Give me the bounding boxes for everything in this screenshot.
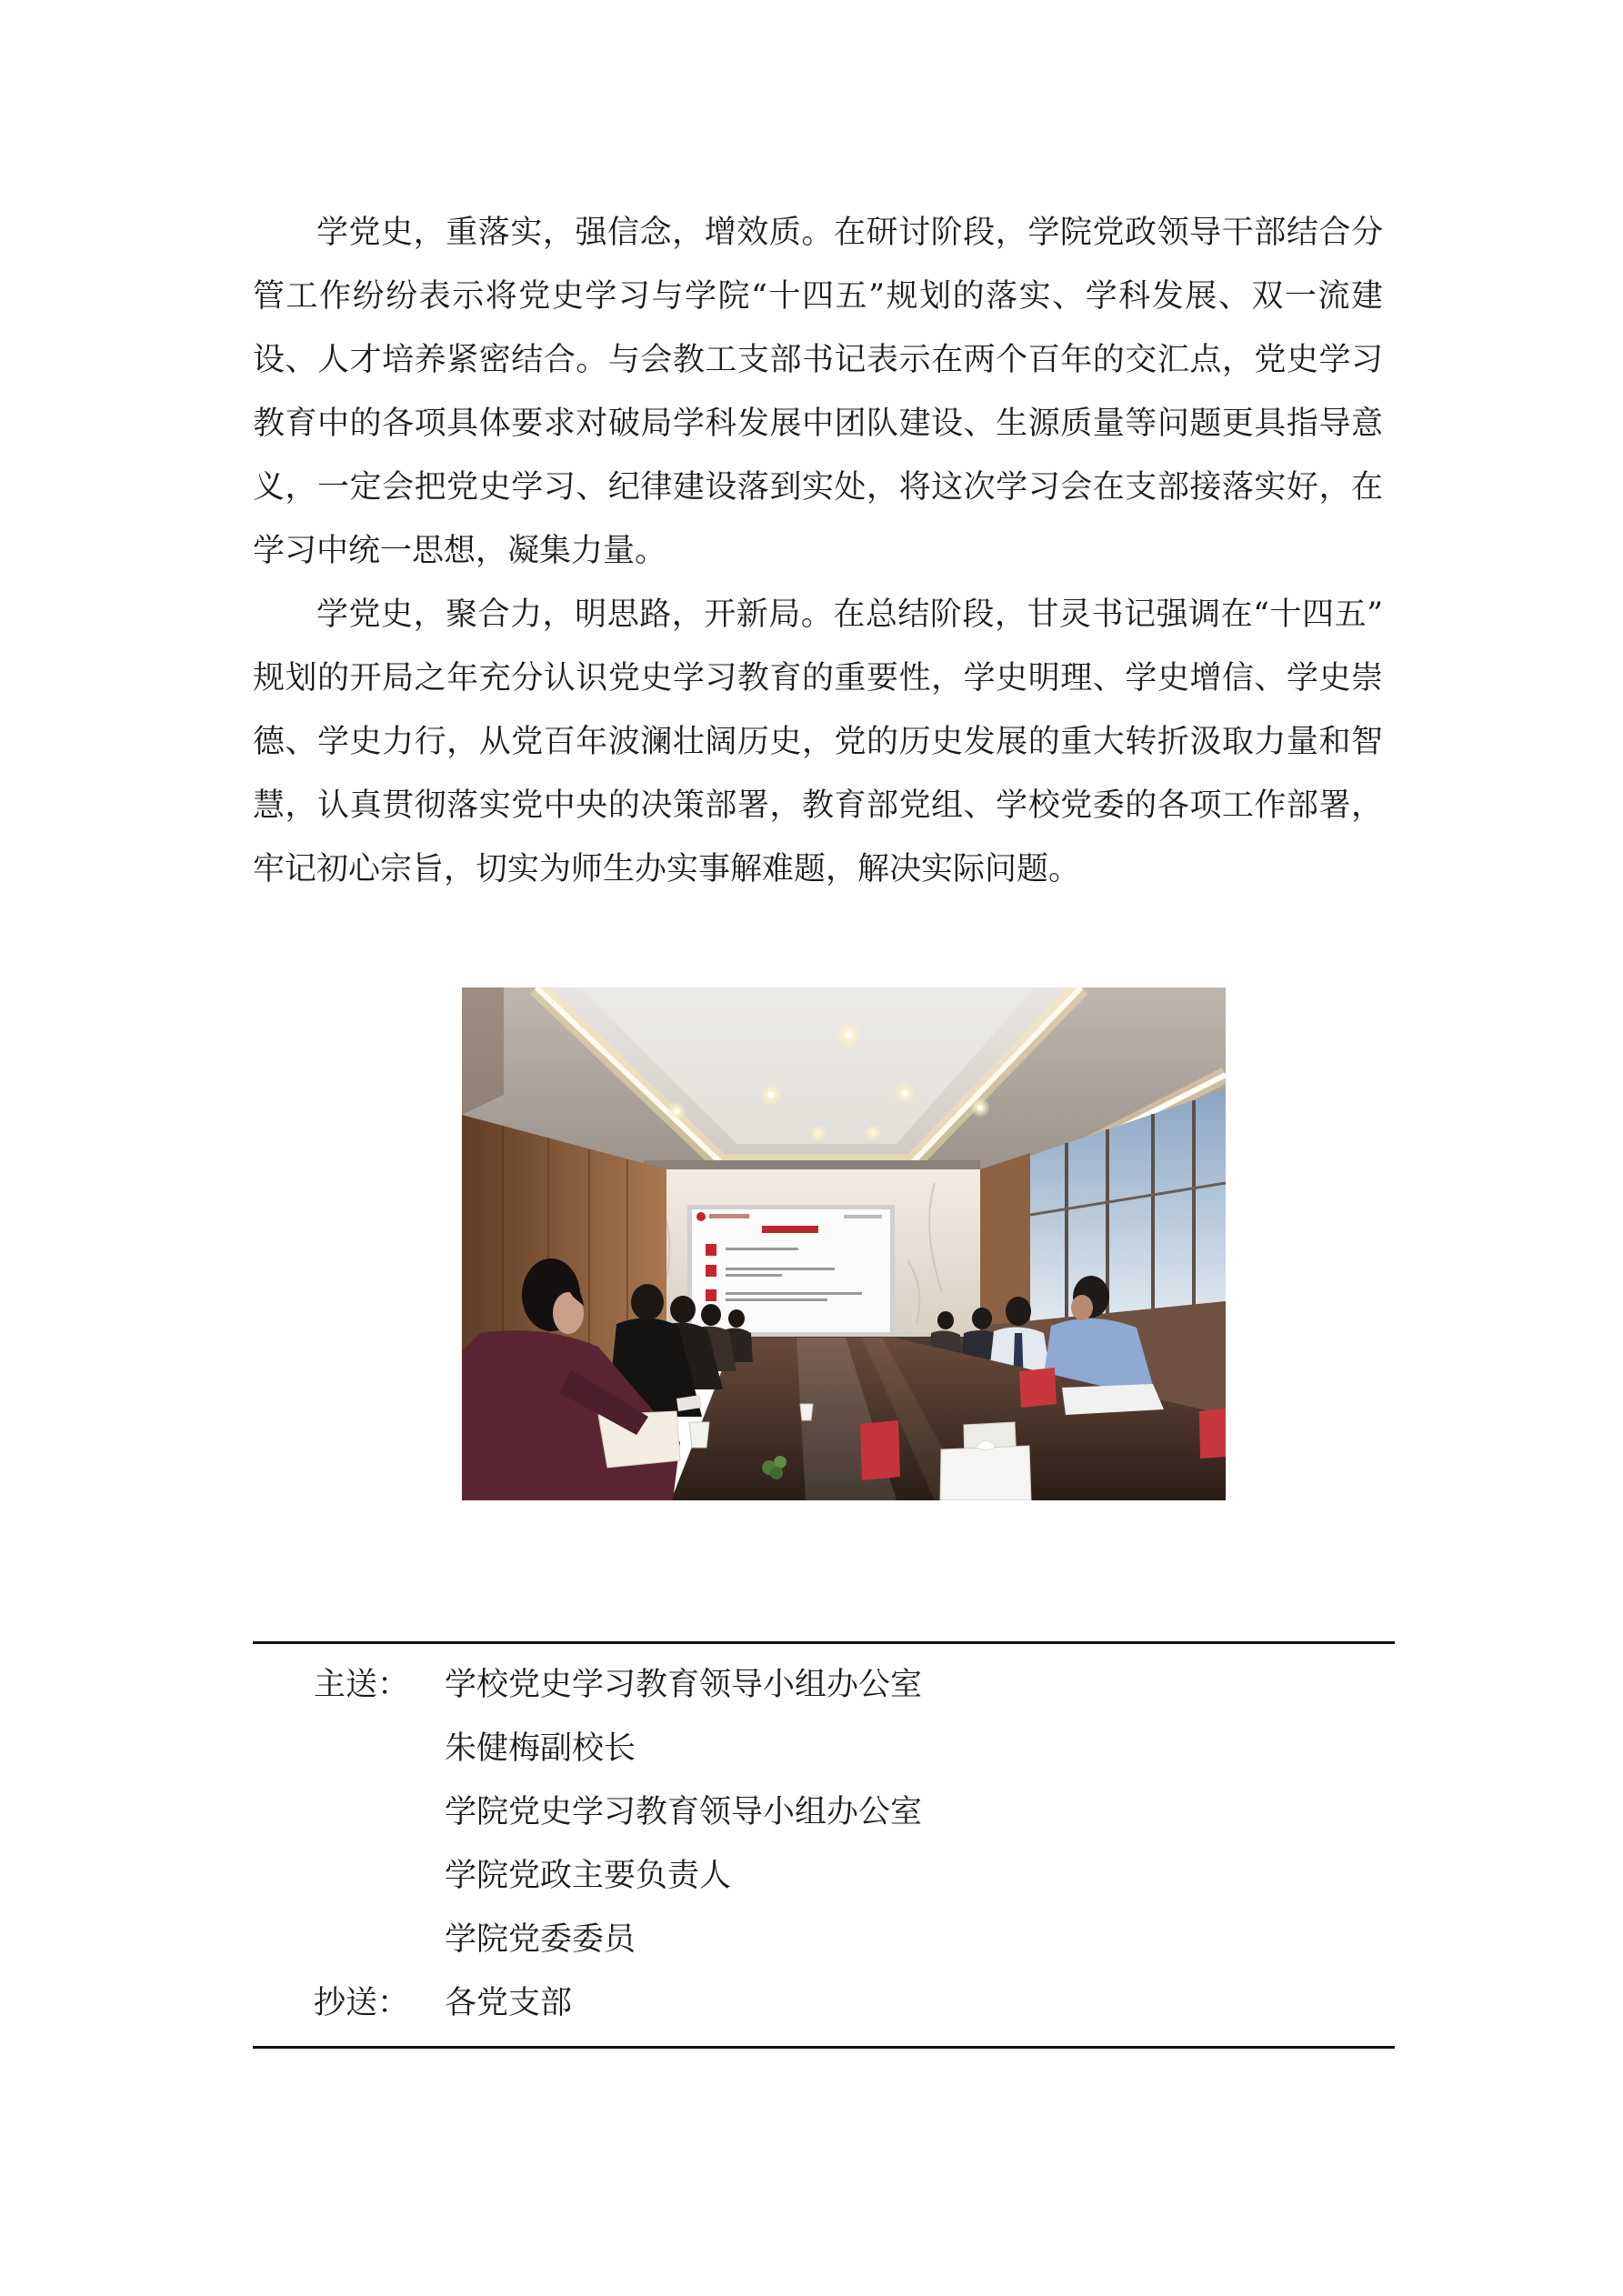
- cc-label: 抄送：: [314, 1985, 410, 2021]
- recipient: 朱健梅副校长: [445, 1730, 636, 1767]
- paragraph-line: 牢记初心宗旨，切实为师生办实事解难题，解决实际问题。: [253, 851, 1081, 887]
- paragraph-line: 学习中统一思想，凝集力量。: [253, 533, 667, 569]
- paragraph-line: 教育中的各项具体要求对破局学科发展中团队建设、生源质量等问题更具指导意: [253, 406, 1383, 442]
- paper-cup: [800, 1404, 813, 1420]
- paragraph-line: 学党史，聚合力，明思路，开新局。在总结阶段，甘灵书记强调在“十四五”: [316, 597, 1383, 633]
- distribution-row: [314, 1908, 1359, 1971]
- main-recipients-label: 主送：: [314, 1667, 410, 1703]
- recipient: 学院党委委员: [445, 1921, 636, 1958]
- downlight: [810, 1125, 827, 1141]
- paragraph-line: 义，一定会把党史学习、纪律建设落到实处，将这次学习会在支部接落实好，在: [253, 469, 1383, 506]
- paper-cup: [689, 1422, 709, 1448]
- recipient: 学校党史学习教育领导小组办公室: [445, 1667, 923, 1703]
- name-card: [1019, 1368, 1057, 1408]
- body-paragraph: [253, 583, 1383, 901]
- cc-recipient: 各党支部: [445, 1985, 573, 2021]
- body-text: [253, 201, 1383, 901]
- paragraph-line: 慧，认真贯彻落实党中央的决策部署，教育部党组、学校党委的各项工作部署，: [253, 787, 1383, 824]
- divider-rule: [253, 1641, 1395, 1644]
- name-card: [1199, 1409, 1226, 1459]
- paragraph-line: 德、学史力行，从党百年波澜壮阔历史，党的历史发展的重大转折汲取力量和智: [253, 724, 1383, 760]
- recipient: 学院党史学习教育领导小组办公室: [445, 1794, 923, 1830]
- paragraph-line: 规划的开局之年充分认识党史学习教育的重要性，学史明理、学史增信、学史崇: [253, 660, 1383, 697]
- downlight: [865, 1125, 881, 1141]
- body-paragraph: [253, 201, 1383, 583]
- meeting-photo: [462, 988, 1226, 1500]
- distribution-row: [314, 1780, 1359, 1844]
- name-card: [860, 1420, 900, 1480]
- distribution-list: [314, 1653, 1359, 2035]
- paragraph-line: 设、人才培养紧密结合。与会教工支部书记表示在两个百年的交汇点，党史学习: [253, 342, 1383, 378]
- paragraph-line: 学党史，重落实，强信念，增效质。在研讨阶段，学院党政领导干部结合分: [316, 215, 1383, 251]
- distribution-row: [314, 1844, 1359, 1908]
- distribution-row: [314, 1717, 1359, 1780]
- paper-sheet: [1062, 1384, 1164, 1415]
- recipient: 学院党政主要负责人: [445, 1858, 732, 1894]
- meeting-photo-scene: [462, 988, 1226, 1500]
- distribution-row: [314, 1653, 1359, 1717]
- distribution-row: [314, 1971, 1359, 2035]
- divider-rule: [253, 2046, 1395, 2049]
- paragraph-line: 管工作纷纷表示将党史学习与学院“十四五”规划的落实、学科发展、双一流建: [253, 278, 1383, 315]
